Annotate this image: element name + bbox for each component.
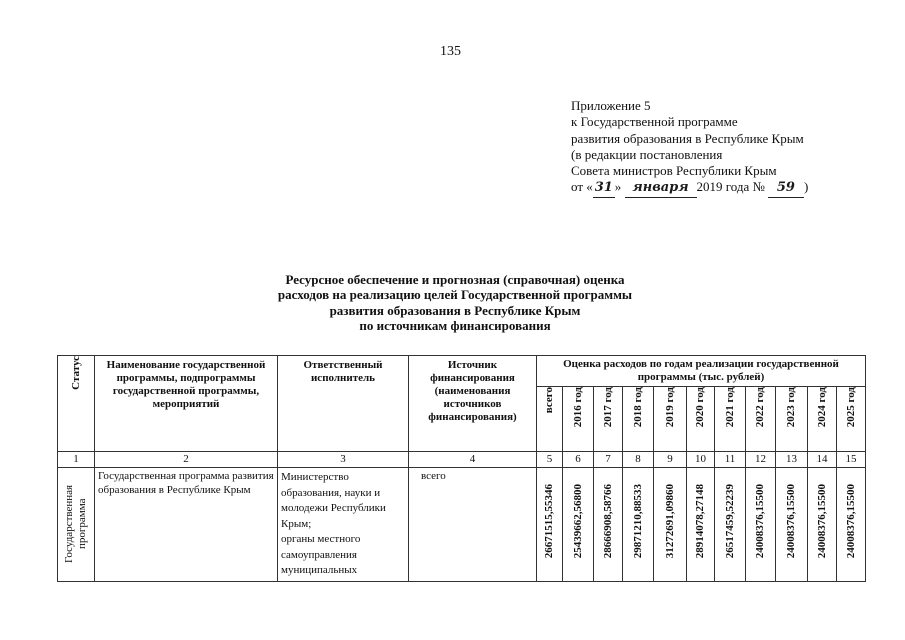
header-status <box>58 356 95 452</box>
row-status-label: Государственная программа <box>63 485 88 564</box>
column-number: 13 <box>776 452 808 468</box>
year-label: 2024 год <box>815 387 828 428</box>
title-line: Ресурсное обеспечение и прогнозная (справочная) оценка <box>285 272 625 287</box>
appendix-header <box>571 98 808 198</box>
column-number: 11 <box>715 452 746 468</box>
document-title <box>230 272 680 333</box>
amount-value: 26671515,55346 <box>543 484 555 559</box>
date-mid: » <box>614 179 625 195</box>
amount-cell <box>776 468 808 582</box>
amount-cell <box>687 468 715 582</box>
amount-value: 24008376,15500 <box>785 484 797 559</box>
title-line: по источникам финансирования <box>359 317 551 333</box>
column-number: 8 <box>623 452 654 468</box>
appendix-line: развития образования в Республике Крым <box>571 130 804 146</box>
amount-value: 24008376,15500 <box>844 484 857 559</box>
amount-cell <box>537 468 563 582</box>
header-year-total <box>537 387 563 452</box>
amount-cell <box>623 468 654 582</box>
amount-value: 25439662,56800 <box>571 484 584 559</box>
column-number: 10 <box>687 452 715 468</box>
amount-cell <box>837 468 866 582</box>
title-line: развития образования в Республике Крым <box>329 302 581 318</box>
appendix-line: Приложение 5 <box>571 98 651 113</box>
header-status-label: Статус <box>69 356 82 390</box>
column-number: 4 <box>409 452 537 468</box>
amount-value: 26517459,52239 <box>723 484 736 559</box>
appendix-date-line <box>571 179 808 197</box>
amount-cell <box>746 468 776 582</box>
header-year <box>808 387 837 452</box>
appendix-line: к Государственной программе <box>571 114 738 130</box>
amount-value: 28914078,27148 <box>694 484 706 559</box>
column-number: 5 <box>537 452 563 468</box>
header-year <box>594 387 623 452</box>
year-label: 2023 год <box>785 387 797 428</box>
row-name: Государственная программа развития образования в Республике Крым <box>95 468 278 582</box>
column-number: 6 <box>563 452 594 468</box>
year-label: 2021 год <box>723 387 736 428</box>
page-number: 135 <box>440 44 461 59</box>
title-line: расходов на реализацию целей Государственной программы <box>277 287 633 303</box>
header-year <box>623 387 654 452</box>
handwritten-day: 31 <box>593 180 615 197</box>
amount-cell <box>654 468 687 582</box>
handwritten-month: января <box>625 180 697 197</box>
column-number: 7 <box>594 452 623 468</box>
header-year <box>654 387 687 452</box>
year-label: всего <box>543 387 555 414</box>
amount-value: 28666908,58766 <box>601 484 614 559</box>
header-year <box>687 387 715 452</box>
amount-cell <box>808 468 837 582</box>
amount-value: 24008376,15500 <box>815 484 828 559</box>
column-number: 3 <box>278 452 409 468</box>
amount-value: 24008376,15500 <box>754 484 766 559</box>
row-executor: Министерство образования, науки и молодежи Республики Крым; органы местного самоуправления муниципальных <box>278 468 409 582</box>
appendix-line: (в редакции постановления <box>571 146 723 162</box>
date-close: ) <box>803 179 809 195</box>
column-number: 9 <box>654 452 687 468</box>
column-number: 1 <box>58 452 95 468</box>
header-year <box>715 387 746 452</box>
amount-value: 31272691,09860 <box>663 484 676 559</box>
year-label: 2020 год <box>694 387 706 428</box>
year-label: 2016 год <box>571 387 584 428</box>
header-name: Наименование государственной программы, подпрограммы государственной программы, мероприятий <box>95 356 278 452</box>
header-year <box>837 387 866 452</box>
year-label: 2025 год <box>844 387 857 428</box>
date-year: 2019 года № <box>696 179 765 195</box>
date-prefix: от « <box>571 179 593 195</box>
header-estimate: Оценка расходов по годам реализации государственной программы (тыс. рублей) <box>537 356 866 387</box>
year-label: 2019 год <box>663 387 676 428</box>
year-label: 2018 год <box>631 387 644 428</box>
header-year <box>746 387 776 452</box>
appendix-line: Совета министров Республики Крым <box>571 163 777 179</box>
amount-cell <box>563 468 594 582</box>
year-label: 2017 год <box>601 387 614 428</box>
row-source: всего <box>409 468 537 582</box>
row-status <box>58 468 95 582</box>
column-number: 15 <box>837 452 866 468</box>
amount-cell <box>594 468 623 582</box>
amount-cell <box>715 468 746 582</box>
column-number: 2 <box>95 452 278 468</box>
column-number: 12 <box>746 452 776 468</box>
funding-table <box>57 355 866 582</box>
header-year <box>776 387 808 452</box>
column-number: 14 <box>808 452 837 468</box>
header-year <box>563 387 594 452</box>
handwritten-number: 59 <box>768 180 804 197</box>
header-source: Источник финансирования (наименования источников финансирования) <box>409 356 537 452</box>
header-executor: Ответственный исполнитель <box>278 356 409 452</box>
year-label: 2022 год <box>754 387 766 428</box>
amount-value: 29871210,88533 <box>631 484 644 559</box>
